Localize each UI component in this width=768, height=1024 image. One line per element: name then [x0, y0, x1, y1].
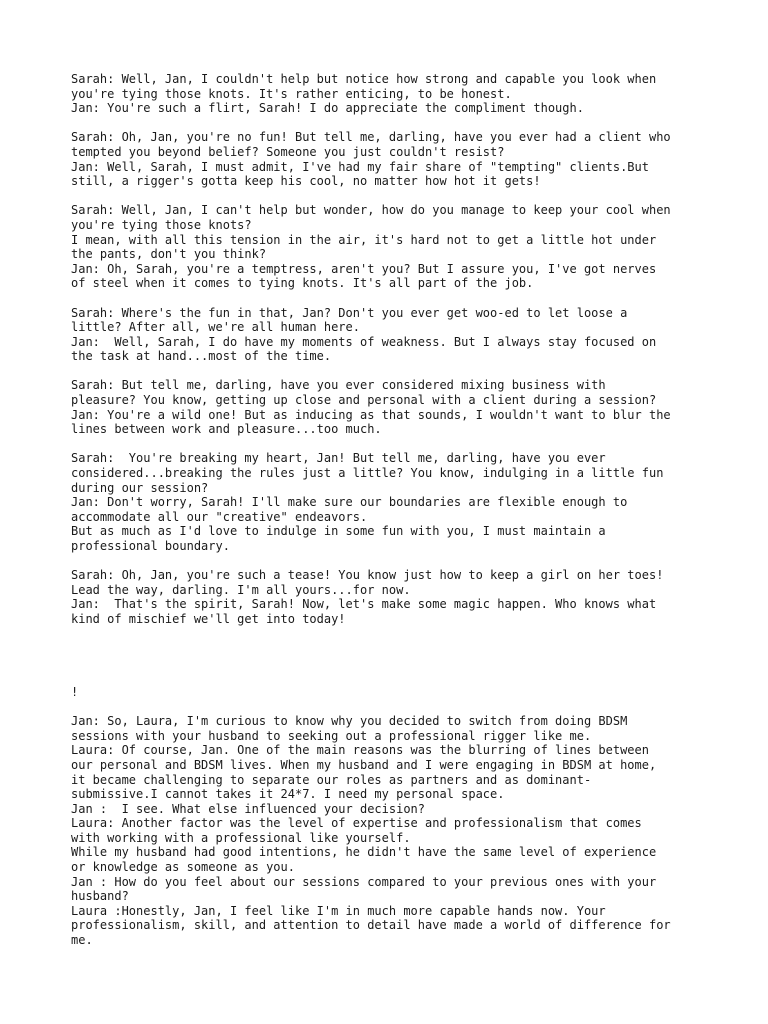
- dialogue-line: sessions with your husband to seeking out a professional rigger like me.: [71, 728, 592, 743]
- dialogue-paragraph: [71, 130, 711, 188]
- dialogue-line: our personal and BDSM lives. When my husband and I were engaging in BDSM at home,: [71, 757, 657, 772]
- dialogue-line: Sarah: But tell me, darling, have you ever considered mixing business with: [71, 378, 606, 393]
- dialogue-line: Laura: Another factor was the level of expertise and professionalism that comes: [71, 816, 642, 831]
- dialogue-line: Jan: You're such a flirt, Sarah! I do appreciate the compliment though.: [71, 101, 584, 116]
- dialogue-line: Jan: You're a wild one! But as inducing as that sounds, I wouldn't want to blur the: [71, 407, 671, 422]
- dialogue-line: during our session?: [71, 480, 209, 495]
- dialogue-line: Sarah: Where's the fun in that, Jan? Don't you ever get woo-ed to let loose a: [71, 305, 628, 320]
- dialogue-line: Lead the way, darling. I'm all yours...for now.: [71, 582, 411, 597]
- dialogue-line: Sarah: Well, Jan, I can't help but wonder, how do you manage to keep your cool when: [71, 203, 671, 218]
- dialogue-line: or knowledge as someone as you.: [71, 860, 295, 875]
- dialogue-line: professionalism, skill, and attention to detail have made a world of difference for: [71, 918, 671, 933]
- dialogue-line: Jan: Oh, Sarah, you're a temptress, aren't you? But I assure you, I've got nerves: [71, 261, 657, 276]
- dialogue-paragraph: [71, 568, 711, 626]
- dialogue-line: Sarah: Oh, Jan, you're no fun! But tell me, darling, have you ever had a client who: [71, 130, 671, 145]
- dialogue-line: Jan: Well, Sarah, I do have my moments of weakness. But I always stay focused on: [71, 334, 657, 349]
- dialogue-paragraph: [71, 203, 711, 291]
- separator-mark: [71, 685, 711, 700]
- dialogue-line: accommodate all our "creative" endeavors.: [71, 509, 368, 524]
- dialogue-line: Sarah: You're breaking my heart, Jan! But tell me, darling, have you ever: [71, 451, 606, 466]
- dialogue-paragraph: [71, 451, 711, 553]
- dialogue-line: with working with a professional like yourself.: [71, 830, 411, 845]
- document-page: [71, 72, 711, 962]
- dialogue-paragraph: [71, 72, 711, 116]
- dialogue-line: professional boundary.: [71, 539, 230, 553]
- dialogue-line: you're tying those knots?: [71, 217, 252, 232]
- dialogue-line: Jan: So, Laura, I'm curious to know why you decided to switch from doing BDSM: [71, 714, 628, 729]
- dialogue-line: still, a rigger's gotta keep his cool, no matter how hot it gets!: [71, 174, 541, 189]
- dialogue-line: it became challenging to separate our roles as partners and as dominant-: [71, 772, 592, 787]
- dialogue-line: tempted you beyond belief? Someone you just couldn't resist?: [71, 144, 505, 159]
- dialogue-line: I mean, with all this tension in the air, it's hard not to get a little hot under: [71, 232, 657, 247]
- dialogue-line: Jan : I see. What else influenced your decision?: [71, 801, 426, 816]
- dialogue-line: little? After all, we're all human here.: [71, 320, 360, 335]
- section-spacer: [71, 641, 711, 685]
- dialogue-line: you're tying those knots. It's rather enticing, to be honest.: [71, 86, 512, 101]
- separator-text: !: [71, 684, 79, 699]
- dialogue-line: But as much as I'd love to indulge in some fun with you, I must maintain a: [71, 524, 606, 539]
- dialogue-line: While my husband had good intentions, he didn't have the same level of experience: [71, 845, 657, 860]
- dialogue-line: pleasure? You know, getting up close and personal with a client during a session?: [71, 393, 657, 408]
- dialogue-line: the task at hand...most of the time.: [71, 349, 332, 364]
- dialogue-line: husband?: [71, 889, 129, 904]
- dialogue-paragraph: [71, 378, 711, 436]
- dialogue-paragraph: [71, 306, 711, 364]
- dialogue-line: lines between work and pleasure...too much.: [71, 422, 382, 437]
- dialogue-line: the pants, don't you think?: [71, 247, 267, 262]
- dialogue-line: Sarah: Oh, Jan, you're such a tease! You know just how to keep a girl on her toes!: [71, 568, 664, 583]
- dialogue-line: Sarah: Well, Jan, I couldn't help but notice how strong and capable you look when: [71, 72, 657, 86]
- dialogue-line: Jan : How do you feel about our sessions compared to your previous ones with your: [71, 874, 657, 889]
- dialogue-line: Laura: Of course, Jan. One of the main reasons was the blurring of lines between: [71, 743, 649, 758]
- dialogue-section-jan-laura: [71, 714, 711, 948]
- dialogue-line: me.: [71, 933, 93, 948]
- dialogue-line: of steel when it comes to tying knots. It's all part of the job.: [71, 276, 534, 291]
- dialogue-line: Jan: Don't worry, Sarah! I'll make sure our boundaries are flexible enough to: [71, 495, 628, 510]
- dialogue-line: considered...breaking the rules just a little? You know, indulging in a little fun: [71, 466, 664, 481]
- dialogue-line: Jan: Well, Sarah, I must admit, I've had my fair share of "tempting" clients.But: [71, 159, 649, 174]
- dialogue-section-sarah-jan: [71, 72, 711, 627]
- dialogue-line: kind of mischief we'll get into today!: [71, 611, 346, 626]
- dialogue-line: submissive.I cannot takes it 24*7. I need my personal space.: [71, 787, 505, 802]
- dialogue-line: Jan: That's the spirit, Sarah! Now, let's make some magic happen. Who knows what: [71, 597, 657, 612]
- dialogue-line: Laura :Honestly, Jan, I feel like I'm in much more capable hands now. Your: [71, 903, 606, 918]
